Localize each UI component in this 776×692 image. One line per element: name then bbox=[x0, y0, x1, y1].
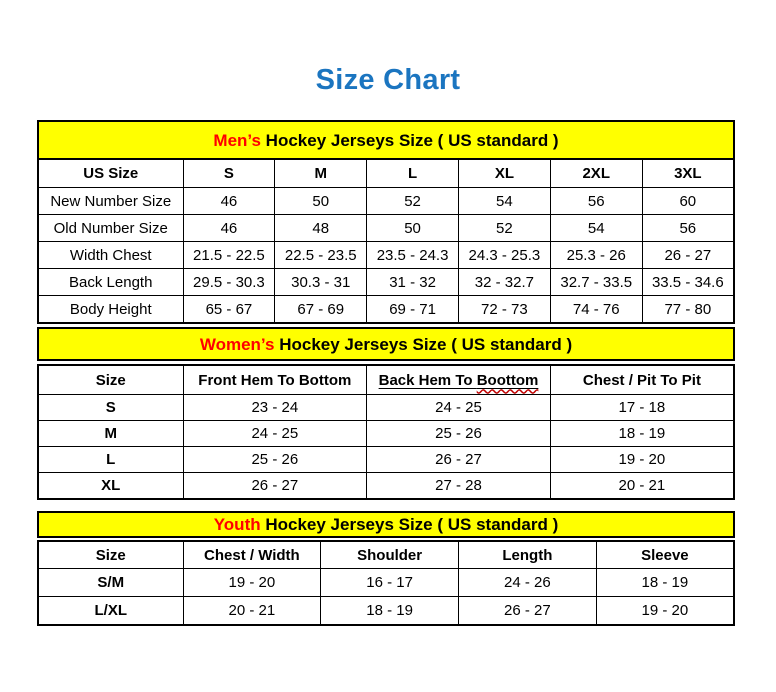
table-cell: 18 - 19 bbox=[596, 569, 734, 597]
table-cell: 24 - 26 bbox=[459, 569, 597, 597]
table-cell: 29.5 - 30.3 bbox=[183, 269, 275, 296]
table-cell: 46 bbox=[183, 215, 275, 242]
table-cell: 21.5 - 22.5 bbox=[183, 242, 275, 269]
mens-size-table bbox=[37, 158, 735, 324]
table-row bbox=[38, 447, 734, 473]
row-label: New Number Size bbox=[38, 188, 183, 215]
column-header: Shoulder bbox=[321, 541, 459, 569]
row-label: S bbox=[38, 395, 183, 421]
misspelled-word: Boottom bbox=[476, 371, 539, 389]
table-cell: 74 - 76 bbox=[550, 296, 642, 324]
column-header: Size bbox=[38, 365, 183, 395]
table-row bbox=[38, 395, 734, 421]
table-cell: 30.3 - 31 bbox=[275, 269, 367, 296]
column-header: M bbox=[275, 159, 367, 188]
table-cell: 25 - 26 bbox=[183, 447, 367, 473]
table-cell: 17 - 18 bbox=[550, 395, 734, 421]
row-label: M bbox=[38, 421, 183, 447]
table-cell: 32 - 32.7 bbox=[458, 269, 550, 296]
table-cell: 56 bbox=[642, 215, 734, 242]
womens-section-highlight: Women’s bbox=[199, 334, 275, 354]
column-header: Chest / Width bbox=[183, 541, 321, 569]
table-cell: 33.5 - 34.6 bbox=[642, 269, 734, 296]
table-cell: 19 - 20 bbox=[596, 597, 734, 626]
table-cell: 26 - 27 bbox=[183, 473, 367, 500]
table-cell: 31 - 32 bbox=[367, 269, 459, 296]
table-cell: 18 - 19 bbox=[550, 421, 734, 447]
table-cell: 54 bbox=[458, 188, 550, 215]
header-row bbox=[38, 159, 734, 188]
page-title: Size Chart bbox=[315, 64, 461, 96]
table-cell: 20 - 21 bbox=[550, 473, 734, 500]
column-header: XL bbox=[458, 159, 550, 188]
column-header: Back Hem To Boottom bbox=[367, 365, 551, 395]
table-row bbox=[38, 242, 734, 269]
row-label: Body Height bbox=[38, 296, 183, 324]
column-header: Length bbox=[459, 541, 597, 569]
youth-section-title: Hockey Jerseys Size ( US standard ) bbox=[260, 515, 559, 534]
header-row bbox=[38, 541, 734, 569]
column-header: Front Hem To Bottom bbox=[183, 365, 367, 395]
table-cell: 69 - 71 bbox=[367, 296, 459, 324]
table-cell: 25 - 26 bbox=[367, 421, 551, 447]
table-cell: 50 bbox=[275, 188, 367, 215]
column-header: Chest / Pit To Pit bbox=[550, 365, 734, 395]
table-cell: 46 bbox=[183, 188, 275, 215]
table-cell: 24 - 25 bbox=[183, 421, 367, 447]
table-cell: 19 - 20 bbox=[550, 447, 734, 473]
womens-section-title: Hockey Jerseys Size ( US standard ) bbox=[274, 334, 573, 354]
table-cell: 56 bbox=[550, 188, 642, 215]
row-label: XL bbox=[38, 473, 183, 500]
table-cell: 27 - 28 bbox=[367, 473, 551, 500]
table-cell: 24 - 25 bbox=[367, 395, 551, 421]
table-row bbox=[38, 188, 734, 215]
table-cell: 60 bbox=[642, 188, 734, 215]
table-cell: 24.3 - 25.3 bbox=[458, 242, 550, 269]
table-cell: 23 - 24 bbox=[183, 395, 367, 421]
table-cell: 26 - 27 bbox=[459, 597, 597, 626]
column-header: US Size bbox=[38, 159, 183, 188]
table-row bbox=[38, 296, 734, 324]
table-row bbox=[38, 215, 734, 242]
row-label: Old Number Size bbox=[38, 215, 183, 242]
column-header: Sleeve bbox=[596, 541, 734, 569]
tables-container bbox=[37, 120, 735, 626]
table-cell: 54 bbox=[550, 215, 642, 242]
mens-section-header bbox=[37, 120, 735, 160]
row-label: L/XL bbox=[38, 597, 183, 626]
womens-section-header bbox=[37, 327, 735, 361]
table-cell: 52 bbox=[367, 188, 459, 215]
mens-section-highlight: Men’s bbox=[213, 130, 261, 150]
table-cell: 72 - 73 bbox=[458, 296, 550, 324]
youth-section-highlight: Youth bbox=[213, 515, 261, 534]
table-cell: 20 - 21 bbox=[183, 597, 321, 626]
table-cell: 32.7 - 33.5 bbox=[550, 269, 642, 296]
table-cell: 25.3 - 26 bbox=[550, 242, 642, 269]
mens-section bbox=[37, 120, 735, 324]
table-cell: 16 - 17 bbox=[321, 569, 459, 597]
youth-section-header bbox=[37, 511, 735, 538]
table-cell: 77 - 80 bbox=[642, 296, 734, 324]
table-cell: 52 bbox=[458, 215, 550, 242]
row-label: L bbox=[38, 447, 183, 473]
column-header: 3XL bbox=[642, 159, 734, 188]
table-cell: 50 bbox=[367, 215, 459, 242]
column-header: L bbox=[367, 159, 459, 188]
mens-section-title: Hockey Jerseys Size ( US standard ) bbox=[260, 130, 559, 150]
table-row bbox=[38, 473, 734, 500]
column-header: 2XL bbox=[550, 159, 642, 188]
column-header: S bbox=[183, 159, 275, 188]
womens-section bbox=[37, 327, 735, 500]
row-label: Back Length bbox=[38, 269, 183, 296]
table-row bbox=[38, 569, 734, 597]
row-label: Width Chest bbox=[38, 242, 183, 269]
table-cell: 65 - 67 bbox=[183, 296, 275, 324]
table-cell: 26 - 27 bbox=[367, 447, 551, 473]
table-cell: 19 - 20 bbox=[183, 569, 321, 597]
table-cell: 23.5 - 24.3 bbox=[367, 242, 459, 269]
table-row bbox=[38, 269, 734, 296]
table-cell: 67 - 69 bbox=[275, 296, 367, 324]
table-row bbox=[38, 421, 734, 447]
womens-size-table bbox=[37, 364, 735, 500]
table-cell: 18 - 19 bbox=[321, 597, 459, 626]
table-cell: 48 bbox=[275, 215, 367, 242]
youth-section bbox=[37, 511, 735, 626]
youth-size-table bbox=[37, 540, 735, 626]
header-row bbox=[38, 365, 734, 395]
table-row bbox=[38, 597, 734, 626]
row-label: S/M bbox=[38, 569, 183, 597]
table-cell: 22.5 - 23.5 bbox=[275, 242, 367, 269]
column-header: Size bbox=[38, 541, 183, 569]
table-cell: 26 - 27 bbox=[642, 242, 734, 269]
